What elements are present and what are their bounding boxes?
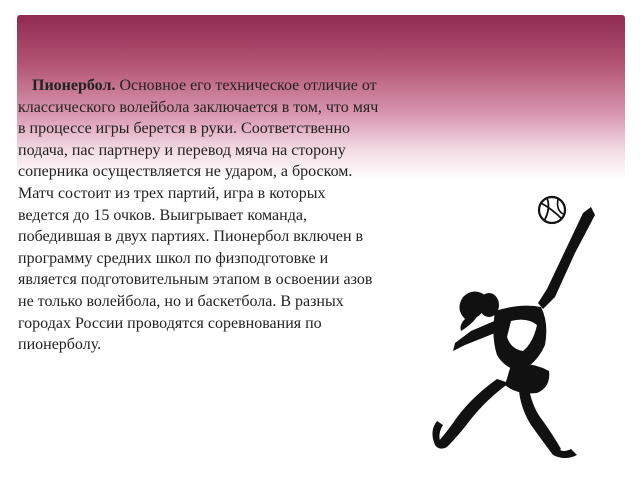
- paragraph-text: Основное его техническое отличие от классического волейбола заключается в том, что мяч в процессе игры берется в руки. Соответственно подача, пас партнеру и перевод мяча на сторону соперника осуществляется не ударом, а броском. Матч состоит из трех партий, игра в которых ведется до 15 очков. Выигрывает команда, победившая в двух партиях. Пионербол включен в программу средних школ по физподготовке и является подготовительным этапом в освоении азов не только волейбола, но и баскетбола. В разных городах России проводятся соревнования по пионерболу.: [18, 77, 379, 354]
- lead-term: Пионербол.: [32, 77, 116, 94]
- volleyball-player-illustration: [425, 185, 605, 465]
- slide-body-text: [18, 75, 380, 356]
- volleyball-icon: [539, 197, 565, 223]
- volleyball-player-silhouette-icon: [425, 185, 605, 465]
